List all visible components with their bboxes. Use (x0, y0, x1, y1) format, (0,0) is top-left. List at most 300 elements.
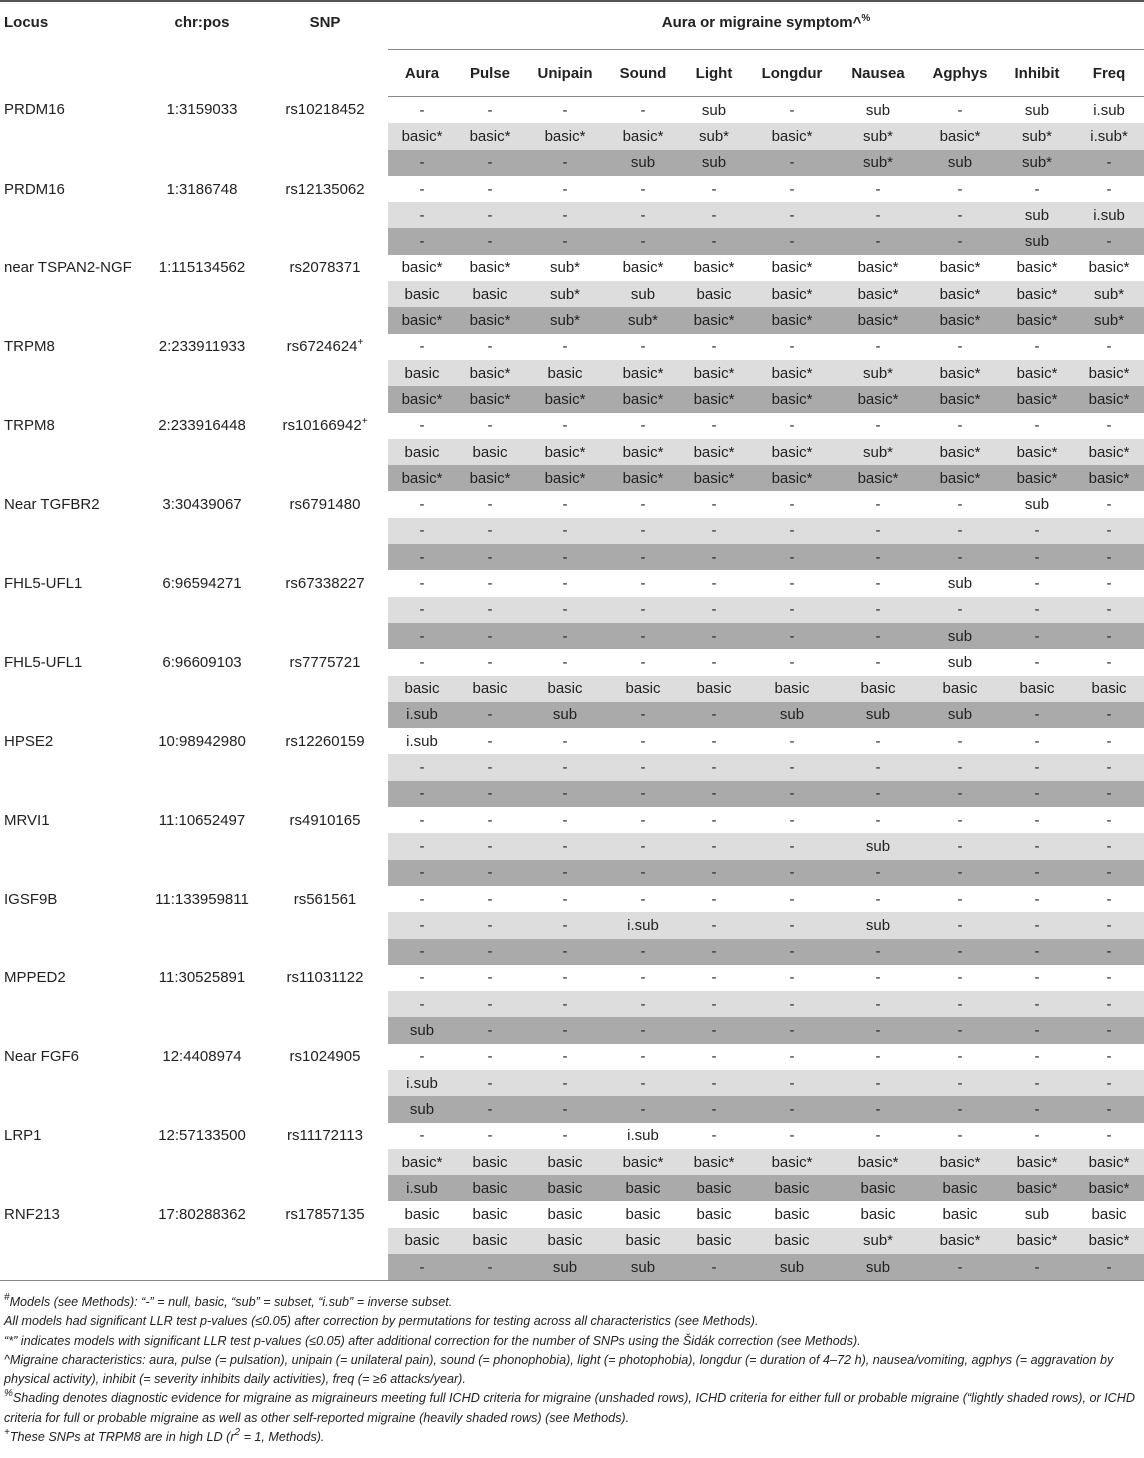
model-cell-pulse: basic* (456, 360, 524, 386)
model-cell-longdur: - (789, 653, 795, 671)
model-cell-agphys: - (957, 1048, 963, 1066)
model-cell-pulse: - (456, 623, 524, 649)
empty-cell (0, 544, 142, 570)
model-cell-nausea: basic* (836, 307, 920, 333)
footnote-text: Shading denotes diagnostic evidence for migraine as migraineurs meeting full ICHD criteria for migraine (unshaded rows), ICHD criteria for either full or probable migraine (“lightly shaded rows), or ICHD criteria for full or probable migraine as well as other self-reported migraine (heavily shaded rows) (see Methods). (4, 1391, 1135, 1425)
snp-id: rs2078371 (289, 259, 361, 277)
model-cell-nausea: - (875, 811, 881, 829)
table-row (0, 781, 1144, 807)
empty-cell (0, 202, 142, 228)
model-cell-pulse: basic (456, 676, 524, 702)
model-cell-nausea: sub* (836, 439, 920, 465)
snp-id: rs11172113 (287, 1127, 363, 1145)
model-cell-freq: - (1074, 939, 1144, 965)
empty-cell (0, 833, 142, 859)
model-cell-agphys: - (920, 518, 1000, 544)
empty-cell (262, 597, 388, 623)
snp-cell (262, 728, 388, 754)
snp-id: rs6724624 (286, 338, 358, 356)
model-cell-unipain: - (524, 781, 606, 807)
empty-cell (262, 1228, 388, 1254)
snp-cell (262, 176, 388, 202)
model-cell-inhibit: sub* (1000, 150, 1074, 176)
model-cell-sound: - (640, 417, 646, 435)
locus-cell: Near TGFBR2 (4, 496, 100, 514)
model-cell-nausea: sub* (836, 360, 920, 386)
model-cell-aura: - (388, 518, 456, 544)
model-cell-nausea: sub (836, 833, 920, 859)
model-cell-pulse: - (487, 1127, 493, 1145)
model-cell-aura: - (388, 833, 456, 859)
table-row (0, 570, 1144, 596)
model-cell-inhibit: basic (1000, 676, 1074, 702)
model-cell-longdur: basic* (748, 439, 836, 465)
empty-cell (142, 123, 262, 149)
model-cell-aura: - (419, 338, 425, 356)
model-cell-freq: - (1106, 653, 1112, 671)
model-cell-light: - (680, 1254, 748, 1281)
model-cell-nausea: basic (860, 1206, 896, 1224)
model-cell-sound: basic (606, 676, 680, 702)
model-cell-nausea: basic* (836, 465, 920, 491)
empty-cell (142, 597, 262, 623)
table-row (0, 991, 1144, 1017)
table-row (0, 491, 1144, 517)
model-cell-inhibit: basic* (1000, 1228, 1074, 1254)
table-row (0, 202, 1144, 228)
snp-ld-mark: + (357, 337, 364, 349)
model-cell-light: - (680, 202, 748, 228)
model-cell-agphys: - (920, 939, 1000, 965)
model-cell-nausea: sub (836, 702, 920, 728)
model-cell-longdur: - (748, 833, 836, 859)
model-cell-agphys: sub (947, 653, 973, 671)
model-cell-nausea: - (875, 338, 881, 356)
col-header-longdur: Longdur (748, 50, 836, 97)
model-cell-light: - (711, 969, 717, 987)
snp-cell (262, 97, 388, 124)
model-cell-unipain: - (524, 150, 606, 176)
model-cell-freq: basic* (1088, 259, 1130, 277)
model-cell-inhibit: - (1000, 544, 1074, 570)
empty-cell (142, 544, 262, 570)
model-cell-light: - (680, 754, 748, 780)
model-cell-unipain: - (562, 890, 568, 908)
model-cell-longdur: - (748, 1017, 836, 1043)
model-cell-freq: basic* (1074, 465, 1144, 491)
model-cell-pulse: - (487, 890, 493, 908)
snp-id: rs67338227 (285, 574, 365, 592)
chrpos-cell: 17:80288362 (158, 1206, 246, 1224)
model-cell-freq: - (1106, 890, 1112, 908)
table-row (0, 912, 1144, 938)
snp-cell (262, 1123, 388, 1149)
model-cell-aura: basic (388, 439, 456, 465)
snp-id: rs10166942 (282, 417, 362, 435)
table-row (0, 334, 1144, 360)
model-cell-longdur: basic* (748, 307, 836, 333)
model-cell-nausea: sub* (836, 150, 920, 176)
model-cell-sound: - (640, 653, 646, 671)
snp-id: rs561561 (293, 890, 357, 908)
model-cell-freq: basic* (1074, 386, 1144, 412)
model-cell-agphys: sub (920, 623, 1000, 649)
model-cell-agphys: basic* (920, 439, 1000, 465)
chrpos-cell: 10:98942980 (158, 732, 246, 750)
empty-cell (142, 754, 262, 780)
chrpos-cell: 12:4408974 (162, 1048, 242, 1066)
table-row (0, 465, 1144, 491)
model-cell-longdur: - (748, 939, 836, 965)
model-cell-agphys: - (920, 228, 1000, 254)
model-cell-inhibit: basic* (1016, 259, 1058, 277)
model-cell-aura: - (419, 653, 425, 671)
empty-cell (0, 281, 142, 307)
model-cell-nausea: sub* (836, 123, 920, 149)
empty-cell (0, 1017, 142, 1043)
model-cell-aura: - (388, 1254, 456, 1281)
model-cell-aura: basic* (388, 1149, 456, 1175)
col-header-aura: Aura (388, 50, 456, 97)
model-cell-sound: - (640, 811, 646, 829)
model-cell-aura: - (419, 890, 425, 908)
col-header-pulse: Pulse (456, 50, 524, 97)
model-cell-unipain: - (524, 1096, 606, 1122)
model-cell-pulse: - (456, 544, 524, 570)
snp-cell (262, 965, 388, 991)
table-row (0, 886, 1144, 912)
chrpos-cell: 1:115134562 (158, 259, 246, 277)
model-cell-longdur: basic* (748, 386, 836, 412)
snp-cell (262, 807, 388, 833)
model-cell-unipain: - (524, 833, 606, 859)
empty-cell (0, 676, 142, 702)
empty-cell (0, 386, 142, 412)
model-cell-agphys: basic* (920, 360, 1000, 386)
model-cell-unipain: basic* (524, 465, 606, 491)
model-cell-unipain: - (562, 574, 568, 592)
empty-cell (262, 518, 388, 544)
model-cell-nausea: sub (836, 1254, 920, 1281)
model-cell-sound: - (640, 574, 646, 592)
table-row (0, 939, 1144, 965)
empty-cell (142, 465, 262, 491)
footnote (4, 1428, 1140, 1447)
model-cell-freq: basic (1074, 676, 1144, 702)
empty-cell (262, 202, 388, 228)
model-cell-longdur: - (748, 597, 836, 623)
empty-cell (262, 439, 388, 465)
model-cell-unipain: - (562, 969, 568, 987)
empty-cell (262, 1254, 388, 1281)
model-cell-inhibit: - (1000, 1017, 1074, 1043)
model-cell-inhibit: - (1000, 781, 1074, 807)
model-cell-aura: i.sub (388, 1175, 456, 1201)
model-cell-nausea: - (875, 890, 881, 908)
empty-cell (0, 1096, 142, 1122)
empty-cell (142, 1254, 262, 1281)
model-cell-nausea: - (836, 544, 920, 570)
model-cell-aura: basic* (401, 259, 443, 277)
model-cell-inhibit: - (1000, 1070, 1074, 1096)
snp-cell (262, 334, 388, 360)
locus-cell: Near FGF6 (4, 1048, 80, 1066)
snp-id: rs6791480 (289, 496, 361, 514)
symptom-group-sup: % (861, 13, 871, 24)
model-cell-sound: - (606, 991, 680, 1017)
model-cell-longdur: basic* (771, 259, 813, 277)
model-cell-unipain: - (524, 202, 606, 228)
snp-cell (262, 1044, 388, 1070)
model-cell-pulse: - (456, 1096, 524, 1122)
model-cell-sound: basic* (606, 386, 680, 412)
model-cell-light: - (680, 702, 748, 728)
model-cell-nausea: sub (836, 912, 920, 938)
col-header-sound: Sound (606, 50, 680, 97)
table-row (0, 1070, 1144, 1096)
model-cell-nausea: - (875, 1048, 881, 1066)
model-cell-sound: sub (606, 281, 680, 307)
model-cell-longdur: - (789, 101, 795, 119)
model-cell-unipain: - (562, 732, 568, 750)
empty-cell (142, 307, 262, 333)
model-cell-pulse: - (456, 781, 524, 807)
col-header-agphys: Agphys (920, 50, 1000, 97)
model-cell-agphys: - (920, 1254, 1000, 1281)
model-cell-sound: - (640, 496, 646, 514)
empty-cell (262, 1175, 388, 1201)
model-cell-longdur: - (789, 417, 795, 435)
model-cell-unipain: sub* (524, 307, 606, 333)
model-cell-aura: - (419, 574, 425, 592)
table-row (0, 97, 1144, 124)
model-cell-longdur: - (789, 890, 795, 908)
empty-cell (262, 781, 388, 807)
model-cell-light: - (680, 912, 748, 938)
model-cell-aura: - (419, 496, 425, 514)
model-cell-aura: basic* (388, 307, 456, 333)
model-cell-sound: - (606, 623, 680, 649)
model-cell-inhibit: basic* (1000, 1175, 1074, 1201)
model-cell-pulse: basic* (456, 465, 524, 491)
locus-cell: LRP1 (4, 1127, 42, 1145)
model-cell-aura: - (388, 202, 456, 228)
model-cell-inhibit: - (1034, 180, 1040, 198)
model-cell-light: - (711, 496, 717, 514)
empty-cell (262, 544, 388, 570)
model-cell-nausea: - (836, 1096, 920, 1122)
model-cell-inhibit: - (1034, 338, 1040, 356)
locus-cell: near TSPAN2-NGF (4, 259, 132, 277)
model-cell-light: basic (680, 676, 748, 702)
snp-id: rs11031122 (286, 969, 364, 987)
model-cell-unipain: basic* (524, 439, 606, 465)
model-cell-unipain: - (562, 101, 568, 119)
empty-cell (142, 1149, 262, 1175)
model-cell-nausea: - (875, 417, 881, 435)
model-cell-light: - (711, 653, 717, 671)
footnote (4, 1293, 1140, 1312)
empty-cell (0, 1070, 142, 1096)
model-cell-aura: - (419, 101, 425, 119)
empty-cell (0, 702, 142, 728)
model-cell-inhibit: - (1034, 653, 1040, 671)
footnote-text: ^Migraine characteristics: aura, pulse (= pulsation), unipain (= unilateral pain), sound (= phonophobia), light (= photophobia), longdur (= duration of 4–72 h), nausea/vomiting, agphys (= aggravation by physical activity), inhibit (= severity inhibits daily activities), freq (= ≥6 attacks/year). (4, 1352, 1114, 1387)
model-cell-nausea: basic (836, 1175, 920, 1201)
chrpos-cell: 1:3159033 (166, 101, 238, 119)
model-cell-pulse: - (456, 939, 524, 965)
model-cell-sound: i.sub (606, 912, 680, 938)
model-cell-freq: - (1106, 811, 1112, 829)
model-cell-light: - (711, 1048, 717, 1066)
empty-cell (0, 123, 142, 149)
model-cell-aura: - (419, 1127, 425, 1145)
model-cell-pulse: basic (456, 1149, 524, 1175)
model-cell-unipain: - (562, 811, 568, 829)
model-cell-inhibit: - (1034, 1127, 1040, 1145)
model-cell-unipain: - (562, 653, 568, 671)
table-row (0, 386, 1144, 412)
model-cell-longdur: - (748, 754, 836, 780)
table-row (0, 123, 1144, 149)
model-cell-aura: basic* (388, 386, 456, 412)
empty-cell (142, 439, 262, 465)
model-cell-unipain: - (524, 597, 606, 623)
model-cell-aura: basic* (388, 465, 456, 491)
model-cell-sound: - (606, 1017, 680, 1043)
model-cell-light: basic* (680, 465, 748, 491)
model-cell-freq: - (1074, 518, 1144, 544)
model-cell-sound: basic (606, 1228, 680, 1254)
empty-cell (0, 1228, 142, 1254)
model-cell-freq: - (1074, 860, 1144, 886)
model-cell-freq: basic* (1074, 439, 1144, 465)
model-cell-unipain: - (524, 1070, 606, 1096)
model-cell-freq: i.sub (1074, 202, 1144, 228)
model-cell-sound: - (606, 833, 680, 859)
table-row (0, 1228, 1144, 1254)
snp-id: rs12260159 (285, 732, 365, 750)
model-cell-longdur: - (748, 1096, 836, 1122)
model-cell-agphys: basic* (920, 1228, 1000, 1254)
model-cell-agphys: - (957, 1127, 963, 1145)
empty-cell (0, 518, 142, 544)
model-cell-nausea: sub (865, 101, 891, 119)
chrpos-cell: 12:57133500 (158, 1127, 246, 1145)
empty-cell (262, 939, 388, 965)
model-cell-aura: - (388, 860, 456, 886)
model-cell-freq: basic* (1074, 360, 1144, 386)
empty-cell (262, 833, 388, 859)
model-cell-inhibit: - (1000, 833, 1074, 859)
model-cell-agphys: sub (920, 702, 1000, 728)
model-cell-sound: sub (606, 1254, 680, 1281)
model-cell-nausea: - (836, 754, 920, 780)
model-cell-inhibit: sub (1000, 228, 1074, 254)
table-row (0, 518, 1144, 544)
model-cell-nausea: - (836, 597, 920, 623)
model-cell-sound: - (606, 781, 680, 807)
model-cell-agphys: sub (920, 150, 1000, 176)
snp-id: rs12135062 (285, 180, 365, 198)
empty-cell (262, 1070, 388, 1096)
locus-cell: FHL5-UFL1 (4, 653, 83, 671)
model-cell-longdur: - (789, 732, 795, 750)
model-cell-sound: - (640, 890, 646, 908)
model-cell-freq: - (1106, 574, 1112, 592)
model-cell-pulse: - (456, 1017, 524, 1043)
model-cell-unipain: - (524, 544, 606, 570)
model-cell-agphys: - (957, 496, 963, 514)
model-cell-nausea: - (836, 202, 920, 228)
empty-cell (142, 912, 262, 938)
model-cell-aura: - (388, 939, 456, 965)
model-cell-pulse: basic* (456, 307, 524, 333)
table-row (0, 1123, 1144, 1149)
model-cell-freq: - (1074, 1096, 1144, 1122)
model-cell-unipain: - (524, 1017, 606, 1043)
model-cell-unipain: - (524, 991, 606, 1017)
model-cell-agphys: - (920, 1070, 1000, 1096)
chrpos-cell: 11:10652497 (158, 811, 246, 829)
model-cell-light: basic* (680, 1149, 748, 1175)
table-row (0, 597, 1144, 623)
table-row (0, 965, 1144, 991)
empty-cell (142, 939, 262, 965)
model-cell-nausea: - (875, 969, 881, 987)
model-cell-nausea: - (836, 1070, 920, 1096)
model-cell-inhibit: - (1000, 1254, 1074, 1281)
model-cell-longdur: - (789, 574, 795, 592)
empty-cell (142, 360, 262, 386)
model-cell-longdur: - (789, 1127, 795, 1145)
model-cell-agphys: sub (947, 574, 973, 592)
model-cell-pulse: - (487, 180, 493, 198)
snp-id: rs10218452 (285, 101, 365, 119)
model-cell-unipain: - (562, 1127, 568, 1145)
model-cell-agphys: - (957, 101, 963, 119)
table-row (0, 255, 1144, 281)
model-cell-nausea: basic* (836, 1149, 920, 1175)
model-cell-light: sub* (680, 123, 748, 149)
model-cell-sound: - (606, 754, 680, 780)
table-row (0, 1254, 1144, 1281)
model-cell-pulse: - (456, 912, 524, 938)
model-cell-light: - (680, 860, 748, 886)
model-cell-pulse: - (487, 732, 493, 750)
model-cell-aura: basic* (388, 123, 456, 149)
model-cell-longdur: - (748, 518, 836, 544)
col-header-freq: Freq (1074, 50, 1144, 97)
empty-cell (262, 123, 388, 149)
model-cell-inhibit: - (1000, 623, 1074, 649)
table-row (0, 1017, 1144, 1043)
model-cell-aura: basic (388, 281, 456, 307)
model-cell-agphys: basic (920, 676, 1000, 702)
model-cell-inhibit: - (1000, 518, 1074, 544)
model-cell-freq: - (1074, 991, 1144, 1017)
empty-cell (262, 754, 388, 780)
model-cell-unipain: - (524, 623, 606, 649)
footnote (4, 1389, 1140, 1428)
model-cell-freq: - (1074, 781, 1144, 807)
table-row (0, 1201, 1144, 1227)
model-cell-sound: - (606, 228, 680, 254)
table-row (0, 413, 1144, 439)
empty-cell (0, 991, 142, 1017)
model-cell-inhibit: basic* (1000, 307, 1074, 333)
model-cell-unipain: basic (524, 360, 606, 386)
